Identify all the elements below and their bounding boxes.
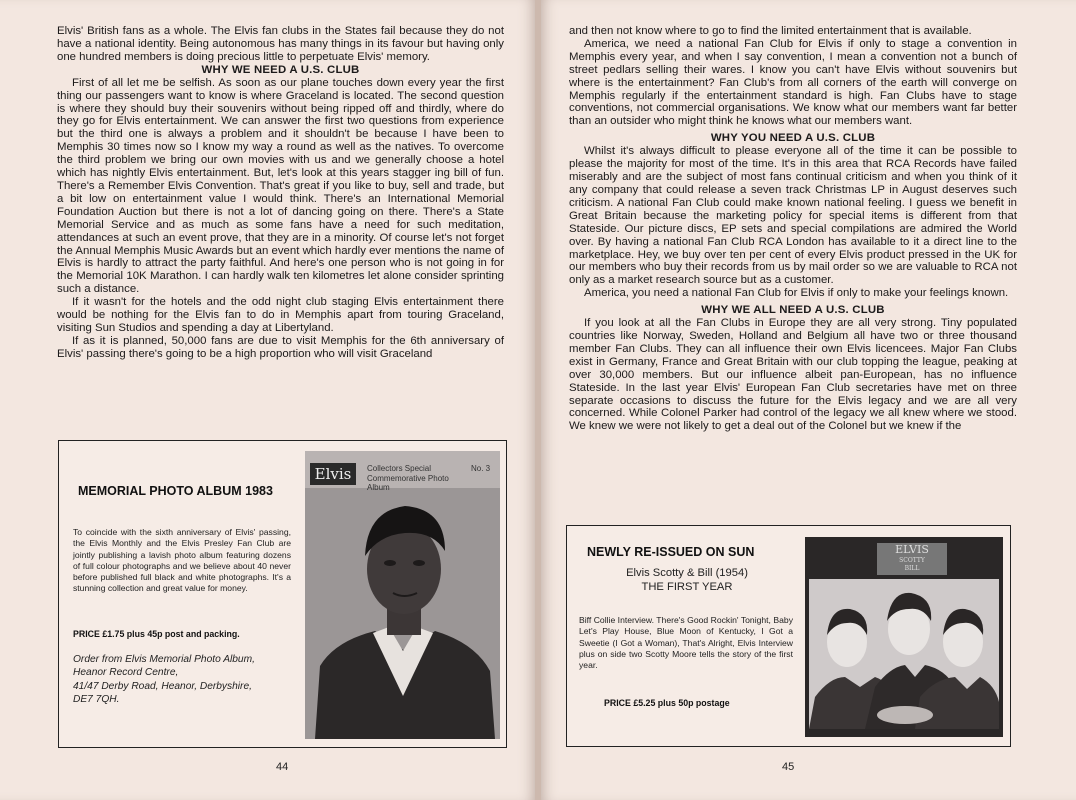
advert-body: Biff Collie Interview. There's Good Rockin' Tonight, Baby Let's Play House, Blue Moon of Kentucky, I Got a Sweetie (I Got a Woman), That's Alright, Elvis Interview plus on side two Scotty Moore tells the story of the first year. <box>579 615 793 671</box>
page-left <box>0 0 535 800</box>
photo-album-advert <box>58 440 507 748</box>
cover-subtitle: Collectors Special <box>367 464 432 473</box>
right-paragraph-3: America, you need a national Fan Club for Elvis if only to make your feelings known. <box>584 287 1009 300</box>
advert-price: PRICE £5.25 plus 50p postage <box>604 698 730 708</box>
advert-price: PRICE £1.75 plus 45p post and packing. <box>73 629 240 639</box>
left-article <box>57 25 504 361</box>
right-paragraph-1: America, we need a national Fan Club for Elvis if only to stage a convention in Memphis every year, and when I say convention, I mean a convention not a bunch of street pedlars selling their wares. I know you can't have Elvis without souvenirs but where is the entertainment? Fan Club's from all corners of the earth will converge on Memphis regularly if the entertainment standard is high. Fan Clubs have to stage conventions, not commercial organisations. We know what our members want far better than an outsider who might think he knows what our members want. <box>569 37 1017 128</box>
elvis-portrait-illustration <box>305 451 500 739</box>
heading-why-you-need: WHY YOU NEED A U.S. CLUB <box>710 132 876 145</box>
advert-body: To coincide with the sixth anniversary of Elvis' passing, the Elvis Monthly and the Elvis Presley Fan Club are jointly publishing a lavish photo album featuring dozens of full colour photographs and we believe about 40 never before published full black and white photographs. It's a stunning collection and great value for money. <box>73 527 291 594</box>
left-paragraph-2: If it wasn't for the hotels and the odd night club staging Elvis entertainment there would be nothing for the Elvis fan to do in Memphis apart from touring Graceland, visiting Sun Studios and spending a day at Libertyland. <box>57 296 504 334</box>
sleeve-logo-line: SCOTTY <box>899 557 925 564</box>
left-paragraph-1: First of all let me be selfish. As soon as our plane touches down every year the first thing our passengers want to know is where Graceland is located. The second question is where they should buy their souvenirs without being ripped off and thirdly, where do they go for Elvis entertainment. We can answer the first two questions from experience but the third one is always a problem and it shouldn't be because I have been to Memphis 30 times now so I know my way a round as well as the natives. To overcome the third problem we bring our own movies with us and we generally choose a hotel which has nightly Elvis entertainment. But, let's look at this years stagger ing bill of fun. There's a Remember Elvis Convention. That's great if you like to buy, sell and trade, but a bit low on entertainment value I would think. There's an International Memorial Foundation Auction but there is not a lot of dancing going on there. There's a State Memorial Service and as much as some fans have a need for such meditation, attendances at such an event prove, that they are in a minority. Of course let's not forget the Annual Memphis Music Awards but an event which hardly ever mentions the name of Elvis is hardly to attract the party faithful. And here's one person who is not going in for the Memorial 10K Marathon. I can hardly walk ten kilometres let alone consider sprinting such a distance. <box>57 76 504 296</box>
elvis-logo: Elvis <box>310 463 356 485</box>
order-address <box>73 653 298 706</box>
sleeve-logo-line: BILL <box>904 565 920 572</box>
left-paragraph-3: If as it is planned, 50,000 fans are due to visit Memphis for the 6th anniversary of Elvis' passing there's going to be a high proportion who will visit Graceland <box>57 334 504 360</box>
sleeve-logo-title: ELVIS <box>895 543 929 556</box>
record-title: THE FIRST YEAR <box>641 581 733 593</box>
right-intro-paragraph: and then not know where to go to find the limited entertainment that is available. <box>569 25 972 37</box>
page-number: 45 <box>782 761 795 773</box>
order-line: DE7 7QH. <box>73 693 120 705</box>
elvis-scotty-bill-illustration <box>805 537 1003 737</box>
cover-caption-line: Commemorative Photo <box>367 474 449 483</box>
heading-why-we-all-need: WHY WE ALL NEED A U.S. CLUB <box>701 304 885 317</box>
record-title-block <box>577 566 797 594</box>
right-article <box>569 25 1017 433</box>
cover-caption-line: Album <box>367 483 390 492</box>
page-right <box>541 0 1076 800</box>
left-intro-paragraph: Elvis' British fans as a whole. The Elvis fan clubs in the States fail because they do not have a national identity. Being autonomous has many things in its favour but having only one hundred members is doing precious little to perpetuate Elvis' memory. <box>57 25 504 63</box>
record-sleeve-image <box>805 537 1003 737</box>
heading-why-we-need: WHY WE NEED A U.S. CLUB <box>201 63 360 76</box>
page-number: 44 <box>276 761 289 773</box>
order-line: 41/47 Derby Road, Heanor, Derbyshire, <box>73 680 252 692</box>
order-line: Order from Elvis Memorial Photo Album, <box>73 654 255 665</box>
record-artist: Elvis Scotty & Bill (1954) <box>626 567 748 579</box>
right-paragraph-4: If you look at all the Fan Clubs in Europe they are all very strong. Tiny populated countries like Norway, Sweden, Holland and Belgium all have two or three thousand member Fan Clubs. They can all influence their own Elvis licencees. Major Fan Clubs exist in Germany, France and Great Britain with our club topping the league, peaking at over 30,000 members. But our influence albeit pan-European, has no influence Stateside. In the last year Elvis' European Fan Club secretaries have met on three separate occasions to discuss the future for the Elvis legacy and we are all very concerned. While Colonel Parker had control of the legacy we all knew where we stood. We knew we were not likely to get a deal out of the Colonel but we knew if the <box>569 317 1017 433</box>
advert-title: NEWLY RE-ISSUED ON SUN <box>587 545 755 559</box>
sun-reissue-advert <box>566 525 1011 747</box>
order-line: Heanor Record Centre, <box>73 667 179 679</box>
advert-title: MEMORIAL PHOTO ALBUM 1983 <box>78 484 273 498</box>
cover-issue-number: No. 3 <box>471 464 491 473</box>
right-paragraph-2: Whilst it's always difficult to please everyone all of the time it can be possible to please the majority for most of the time. It's in this area that RCA Records have failed miserably and are the subject of most fans continual criticism and when you think of it any company that could release a seven track Christmas LP in August deserves such criticism. A national Fan Club could make known national feeling. I guess we benefit in Great Britain because the marketing policy for special items is different from that Stateside. Our picture discs, EP sets and special compilations are admired the World over. By having a national Fan Club RCA London has available to it a direct line to the marketplace. Hey, we buy over ten per cent of every Elvis product pressed in the UK for our members who buy their records from us by mail order so we are valuable to RCA not only as a market research source but as a customer. <box>569 145 1017 287</box>
album-cover-image <box>305 451 500 739</box>
